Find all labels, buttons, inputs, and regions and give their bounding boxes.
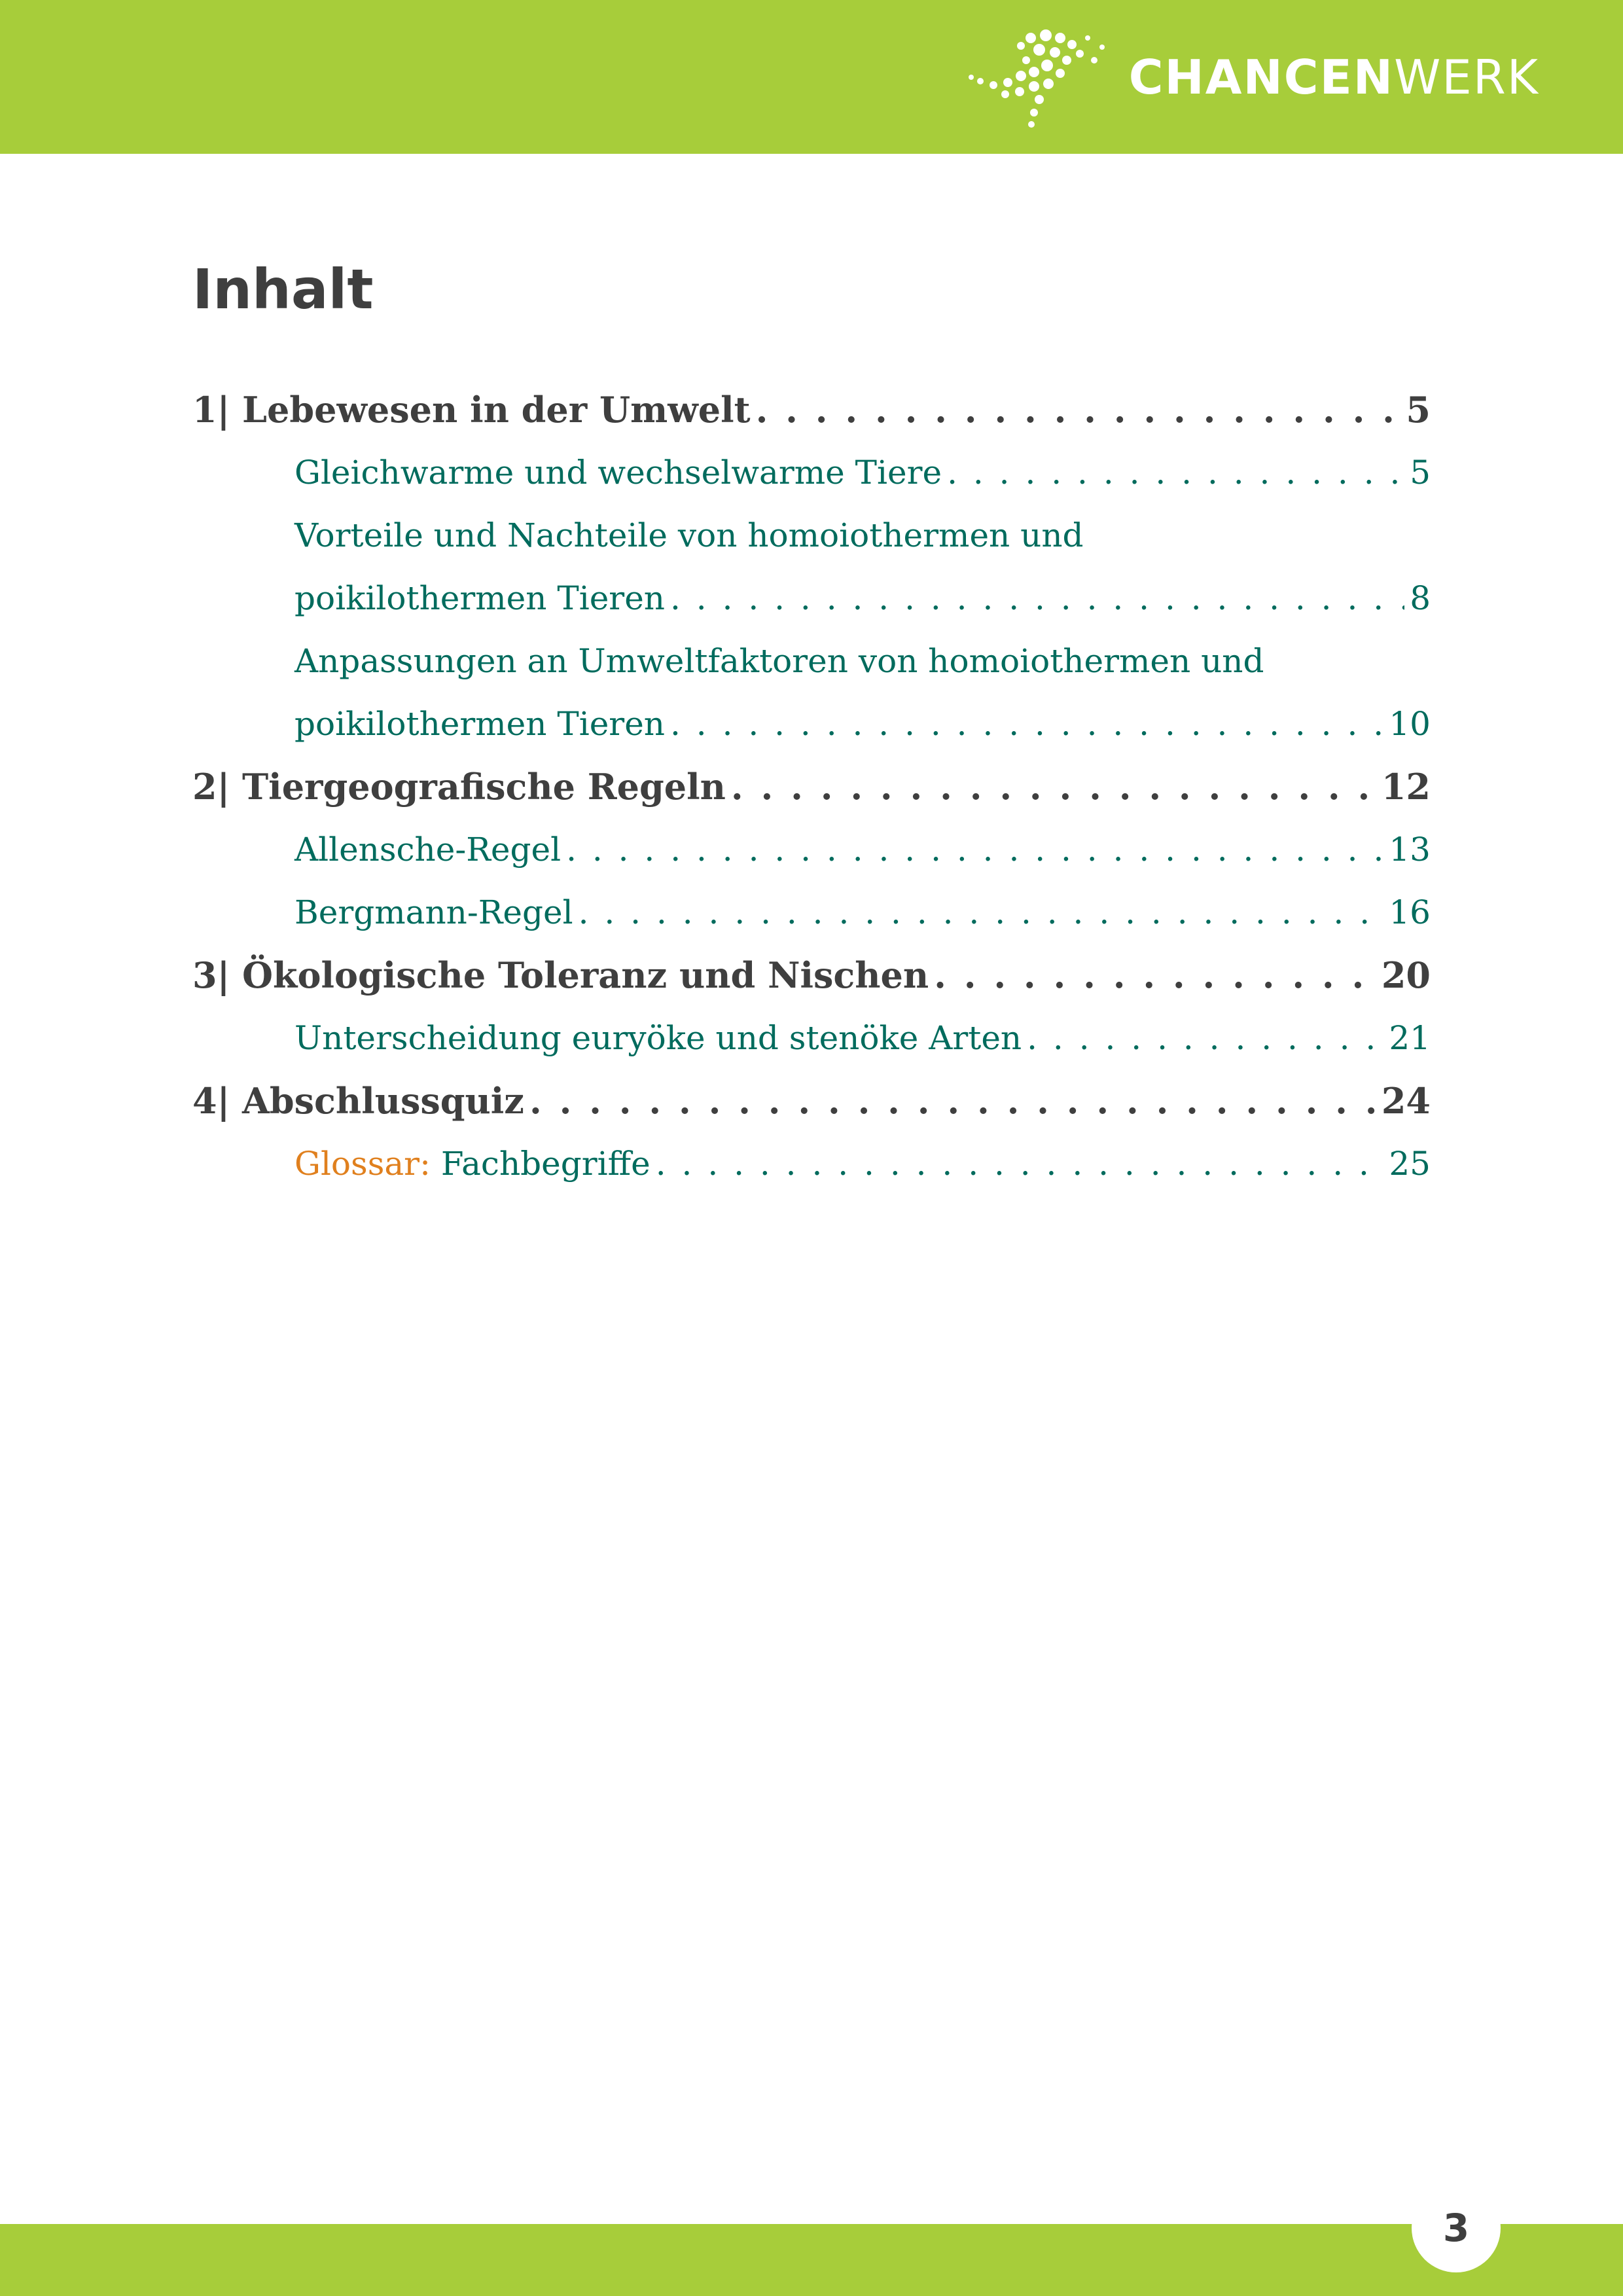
toc-leader-dots — [566, 818, 1383, 881]
toc-page-number: 16 — [1389, 893, 1431, 931]
toc-entry-title: Anpassungen an Umweltfaktoren von homoiothermen und — [294, 642, 1264, 680]
logo-wordmark — [1128, 49, 1539, 105]
toc-leader-dots — [947, 441, 1404, 504]
table-of-contents — [192, 378, 1431, 1195]
dotted-arrow-logo-icon — [969, 26, 1109, 128]
toc-entry-line2[interactable] — [192, 567, 1431, 630]
footer-bar — [0, 2224, 1623, 2296]
toc-entry-title: Unterscheidung euryöke und stenöke Arten — [294, 1019, 1022, 1057]
toc-section-number: 3| — [192, 954, 230, 996]
toc-page-number: 21 — [1389, 1019, 1431, 1057]
toc-entry[interactable] — [192, 881, 1431, 944]
toc-leader-dots — [529, 1069, 1376, 1132]
toc-leader-dots — [731, 755, 1376, 818]
toc-section-number: 4| — [192, 1080, 230, 1122]
toc-page-number: 20 — [1381, 954, 1431, 996]
toc-page-number: 5 — [1410, 454, 1431, 492]
toc-entry-title — [294, 1132, 651, 1195]
toc-section-title: Tiergeografische Regeln — [242, 766, 726, 808]
page-number-badge: 3 — [1412, 2183, 1501, 2272]
toc-page-number: 10 — [1389, 705, 1431, 743]
toc-section-title: Lebewesen in der Umwelt — [242, 389, 751, 431]
toc-entry-title: poikilothermen Tieren — [294, 705, 665, 743]
toc-leader-dots — [934, 944, 1376, 1007]
toc-page-number: 25 — [1389, 1145, 1431, 1183]
toc-entry-title: Bergmann-Regel — [294, 893, 573, 931]
logo-wordmark-bold: CHANCEN — [1128, 49, 1395, 105]
toc-entry-glossary[interactable] — [192, 1132, 1431, 1195]
toc-page-number: 13 — [1389, 831, 1431, 869]
toc-entry-line1[interactable] — [192, 504, 1431, 567]
toc-entry[interactable] — [192, 1007, 1431, 1069]
toc-leader-dots — [756, 378, 1401, 441]
logo-wordmark-light: WERK — [1394, 49, 1539, 105]
page-title: Inhalt — [192, 257, 374, 321]
toc-section-title: Ökologische Toleranz und Nischen — [242, 954, 929, 996]
toc-entry-title: Vorteile und Nachteile von homoiothermen und — [294, 516, 1084, 554]
toc-leader-dots — [670, 567, 1404, 630]
toc-entry-title: poikilothermen Tieren — [294, 579, 665, 617]
toc-entry-title: Gleichwarme und wechselwarme Tiere — [294, 454, 942, 492]
toc-page-number: 5 — [1406, 389, 1431, 431]
glossary-prefix: Glossar: — [294, 1145, 431, 1183]
toc-leader-dots — [579, 881, 1384, 944]
glossary-title: Fachbegriffe — [440, 1145, 651, 1183]
toc-leader-dots — [670, 692, 1383, 755]
toc-section-number: 1| — [192, 389, 230, 431]
toc-section-4[interactable] — [192, 1069, 1431, 1132]
toc-leader-dots — [656, 1132, 1384, 1195]
toc-section-title: Abschlussquiz — [242, 1080, 524, 1122]
toc-section-2[interactable] — [192, 755, 1431, 818]
toc-entry-title: Allensche-Regel — [294, 831, 562, 869]
toc-leader-dots — [1027, 1007, 1383, 1069]
header-bar — [0, 0, 1623, 154]
toc-section-number: 2| — [192, 766, 230, 808]
toc-page-number: 24 — [1381, 1080, 1431, 1122]
toc-entry[interactable] — [192, 441, 1431, 504]
toc-entry-line1[interactable] — [192, 630, 1431, 692]
toc-section-1[interactable] — [192, 378, 1431, 441]
toc-entry[interactable] — [192, 818, 1431, 881]
chancenwerk-logo — [969, 26, 1539, 128]
toc-page-number: 8 — [1410, 579, 1431, 617]
toc-page-number: 12 — [1381, 766, 1431, 808]
toc-section-3[interactable] — [192, 944, 1431, 1007]
toc-entry-line2[interactable] — [192, 692, 1431, 755]
